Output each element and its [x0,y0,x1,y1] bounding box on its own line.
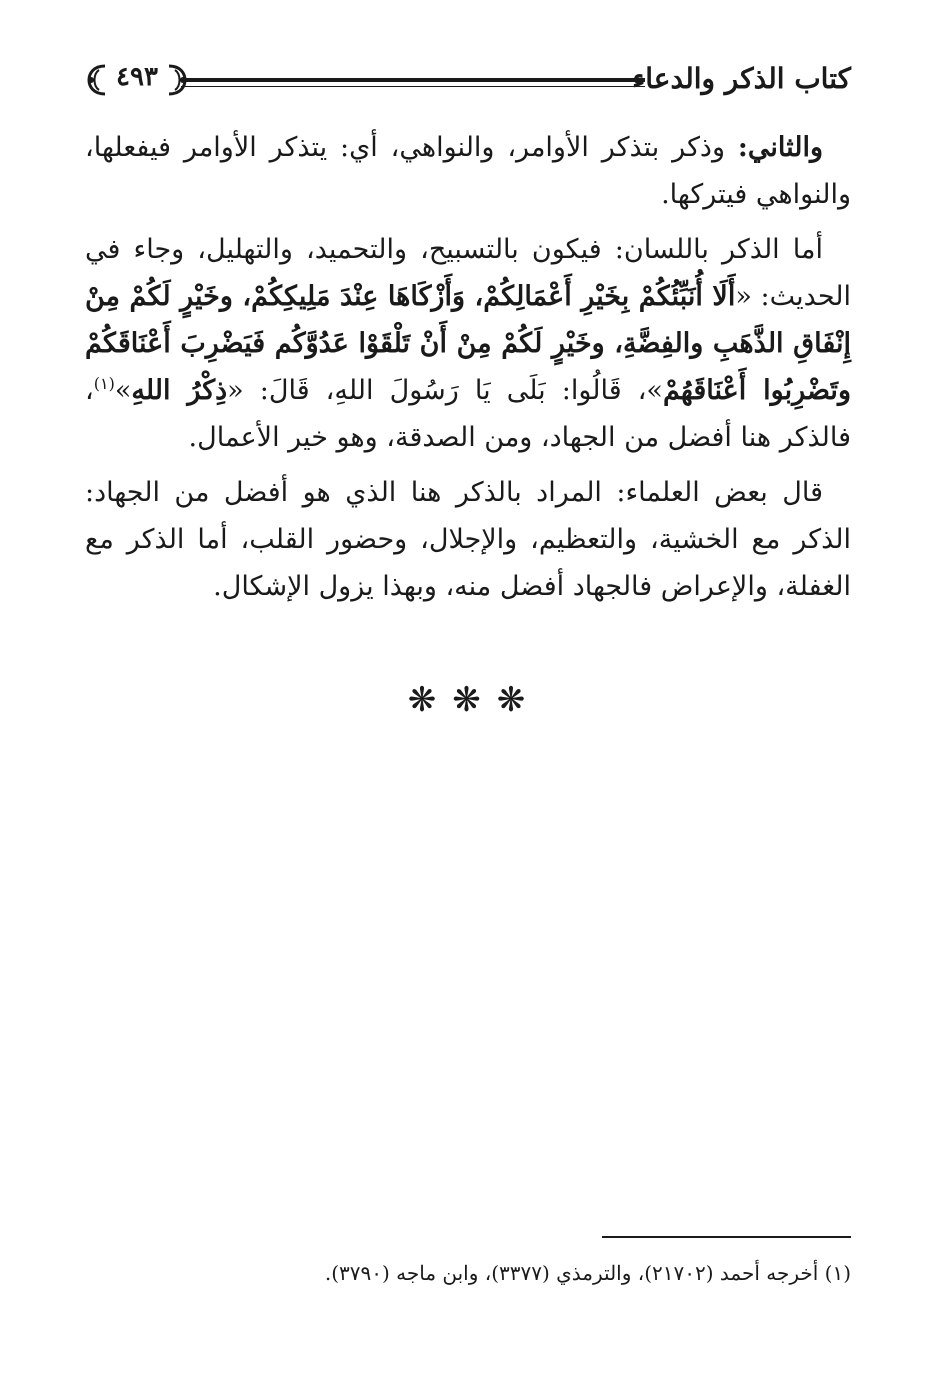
paragraph-2-intro: أما الذكر باللسان: فيكون بالتسبيح، والتحميد، والتهليل، وجاء في الحديث: « [85,234,851,312]
footnote-rule [602,1236,851,1238]
header-rule-thin [181,86,645,87]
paragraph-2-mid: »، قَالُوا: بَلَى يَا رَسُولَ اللهِ، قَالَ: « [227,375,663,406]
page-number: ٤٩٣ [116,62,158,92]
page-header [85,58,851,118]
paragraph-2 [85,226,851,461]
page-number-badge [85,60,189,100]
section-divider-ornament: ❋❋❋ [407,680,542,720]
paragraph-1-lead: والثاني: [737,132,823,163]
running-title: كتاب الذكر والدعاء [632,62,851,95]
paragraph-3 [85,469,851,610]
paragraph-1 [85,124,851,218]
paragraph-2-close-quote: » [114,375,132,406]
paragraph-2-tail: ، فالذكر هنا أفضل من الجهاد، ومن الصدقة، وهو خير الأعمال. [85,375,851,453]
footnote-reference[interactable]: (١) [93,374,115,393]
hadith-answer: ذِكْرُ اللهِ [131,375,228,406]
paragraph-1-text: وذكر بتذكر الأوامر، والنواهي، أي: يتذكر الأوامر فيفعلها، والنواهي فيتركها. [85,132,851,210]
body-text [85,124,851,618]
paragraph-3-text: قال بعض العلماء: المراد بالذكر هنا الذي هو أفضل من الجهاد: الذكر مع الخشية، والتعظيم، والإجلال، وحضور القلب، أما الذكر مع الغفلة، والإعراض فالجهاد أفضل منه، وبهذا يزول الإشكال. [85,477,851,602]
hadith-text: أَلَا أُنَبِّئُكُمْ بِخَيْرِ أَعْمَالِكُمْ، وَأَزْكَاهَا عِنْدَ مَلِيكِكُمْ، وخَيْرٍ لَكُمْ مِنْ إِنْفَاقِ الذَّهَبِ والفِضَّةِ، وخَيْرٍ لَكُمْ مِنْ أَنْ تَلْقَوْا عَدُوَّكُم فَيَضْرِبَ أَعْنَاقَكُمْ وتَضْرِبُوا أَعْنَاقَهُمْ [85,281,851,406]
header-rule [181,78,645,82]
footnote: (١) أخرجه أحمد (٢١٧٠٢)، والترمذي (٣٣٧٧)، وابن ماجه (٣٧٩٠). [324,1261,851,1285]
